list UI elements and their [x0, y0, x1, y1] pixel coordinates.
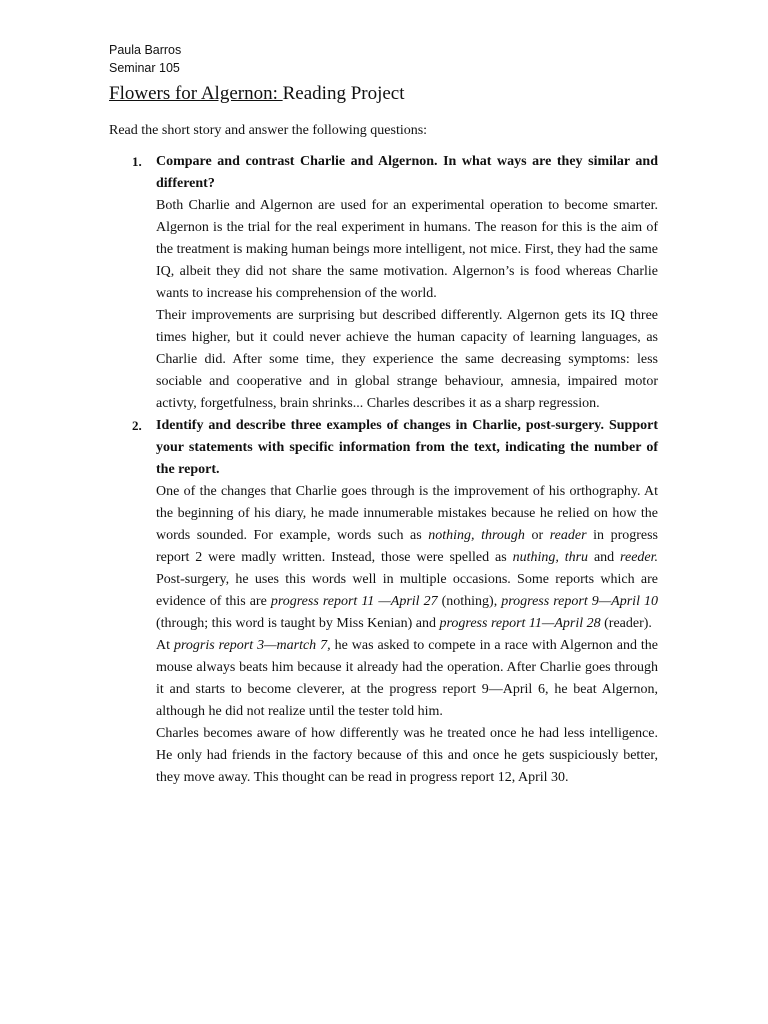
- title-underlined: Flowers for Algernon:: [109, 83, 283, 104]
- italic-run: nuthing, thru: [512, 550, 589, 565]
- text-run: (nothing),: [437, 594, 502, 609]
- intro-text: Read the short story and answer the following questions:: [109, 123, 428, 138]
- text-run: (reader).: [600, 616, 652, 631]
- question-text: Identify and describe three examples of changes in Charlie, post-surgery. Support your statements with specific information from the text, indicating the number of the report.: [156, 418, 658, 477]
- text-run: in progress report 2 were madly written. Instead, those were spelled as: [156, 528, 659, 565]
- answer-paragraph: [156, 481, 658, 635]
- question-item-2: [132, 415, 659, 789]
- text-run: (through; this word is taught by Miss Kenian) and: [156, 616, 440, 631]
- text-run: At: [156, 638, 174, 653]
- italic-run: progress report 11—April 28: [439, 616, 601, 631]
- answer-paragraph: Their improvements are surprising but described differently. Algernon gets its IQ three times higher, but it could never achieve the human capacity of learning languages, as Charlie did. After some time, they experience the same decreasing symptoms: less sociable and cooperative and in global strange behaviour, amnesia, impaired motor activty, forgetfulness, brain shrinks... Charles describes it as a sharp regression.: [156, 308, 658, 411]
- text-run: and: [588, 550, 621, 565]
- text-run: Post-surgery, he uses this words well in multiple occasions. Some reports which are evidence of this are: [156, 572, 658, 609]
- answer-paragraph: [156, 635, 658, 723]
- text-run: he was asked to compete in a race with Algernon and the mouse always beats him because it already had the operation. After Charlie goes through it and starts to become cleverer, at the progress report 9—April 6, he beat Algernon, although he did not realize until the tester told him.: [156, 638, 659, 719]
- italic-run: nothing, through: [428, 528, 525, 543]
- page-title: [109, 82, 405, 106]
- italic-run: progress report 11 —April 27: [270, 594, 438, 609]
- answer-paragraph: Charles becomes aware of how differently was he treated once he had less intelligence. He only had friends in the factory because of this and once he gets suspiciously better, they move away. This thought can be read in progress report 12, April 30.: [156, 726, 658, 785]
- italic-run: progress report 9—April 10: [501, 594, 658, 609]
- italic-run: reader: [549, 528, 587, 543]
- text-run: or: [524, 528, 550, 543]
- document-header: [109, 41, 181, 77]
- question-text: Compare and contrast Charlie and Algernon. In what ways are they similar and different?: [156, 154, 658, 191]
- course-name: Seminar 105: [109, 61, 180, 75]
- text-run: One of the changes that Charlie goes through is the improvement of his orthography. At the beginning of his diary, he made innumerable mistakes because he relied on how the words sounded. For example, words such as: [156, 484, 658, 543]
- question-number: 2.: [132, 418, 142, 433]
- answer-paragraph: Both Charlie and Algernon are used for an experimental operation to become smarter. Algernon is the trial for the real experiment in humans. The reason for this is the aim of the treatment is making human beings more intelligent, not mice. First, they had the same IQ, albeit they did not share the same motivation. Algernon’s is food whereas Charlie wants to increase his comprehension of the world.: [156, 198, 658, 301]
- italic-run: reeder.: [620, 550, 659, 565]
- question-number: 1.: [132, 154, 142, 169]
- question-list: [132, 151, 659, 789]
- title-rest: Reading Project: [282, 83, 405, 104]
- italic-run: progris report 3—martch 7,: [173, 638, 331, 653]
- question-item-1: [132, 151, 658, 415]
- author-name: Paula Barros: [109, 43, 182, 57]
